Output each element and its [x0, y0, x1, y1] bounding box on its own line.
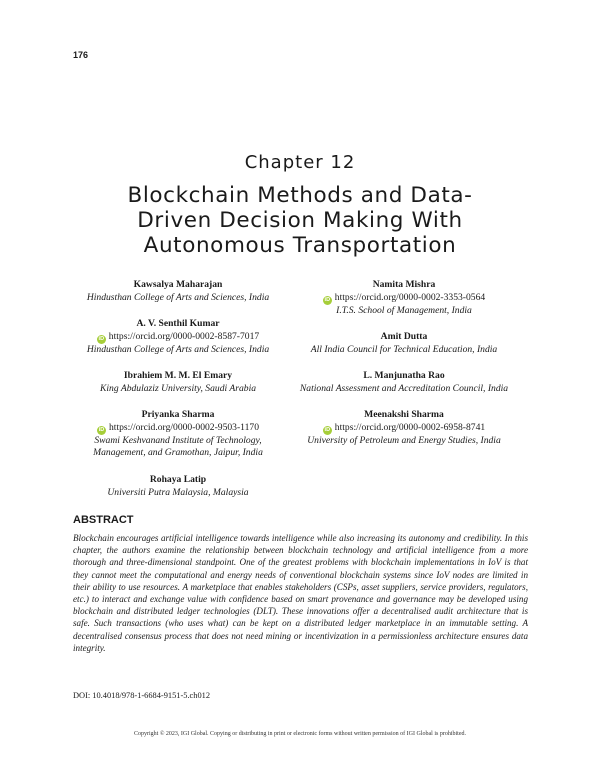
author-name: Priyanka Sharma	[141, 409, 215, 420]
author-orcid[interactable]	[295, 292, 513, 305]
author-block	[60, 409, 296, 460]
orcid-icon: iD	[98, 426, 105, 433]
orcid-link[interactable]: https://orcid.org/0000-0002-8587-7017	[108, 330, 260, 342]
chapter-label: Chapter 12	[244, 152, 356, 173]
title-line: Blockchain Methods and Data-	[127, 183, 473, 208]
author-name: Rohaya Latip	[149, 474, 207, 485]
author-name: Amit Dutta	[380, 331, 428, 342]
author-orcid[interactable]	[295, 422, 513, 435]
author-affiliation: All India Council for Technical Education, India	[310, 343, 498, 355]
orcid-link[interactable]: https://orcid.org/0000-0002-9503-1170	[108, 421, 260, 433]
author-affiliation: Swami Keshvanand Institute of Technology,	[94, 434, 262, 446]
author-name: Ibrahiem M. M. El Emary	[123, 370, 233, 381]
chapter-title	[60, 183, 540, 258]
orcid-link[interactable]: https://orcid.org/0000-0002-6958-8741	[334, 421, 486, 433]
orcid-icon: iD	[324, 426, 331, 433]
author-affiliation: Management, and Gramothan, Jaipur, India	[93, 447, 263, 458]
author-block	[60, 474, 296, 499]
author-name: Meenakshi Sharma	[364, 409, 444, 420]
title-line: Driven Decision Making With	[137, 208, 463, 233]
author-block	[60, 279, 296, 304]
orcid-icon: iD	[98, 335, 105, 342]
author-affiliation: Universiti Putra Malaysia, Malaysia	[107, 486, 249, 498]
author-affiliation: King Abdulaziz University, Saudi Arabia	[99, 382, 257, 394]
author-block	[60, 318, 296, 356]
author-affiliation: Hindusthan College of Arts and Sciences, India	[86, 291, 270, 303]
author-name: Namita Mishra	[372, 279, 436, 290]
author-name: Kawsalya Maharajan	[133, 279, 223, 290]
author-block	[295, 279, 513, 317]
author-name: L. Manjunatha Rao	[363, 370, 445, 381]
orcid-icon: iD	[324, 296, 331, 303]
abstract-heading: ABSTRACT	[73, 514, 134, 526]
author-name: A. V. Senthil Kumar	[136, 318, 220, 329]
author-affiliation: National Assessment and Accreditation Council, India	[299, 382, 509, 394]
author-block	[295, 370, 513, 395]
title-line: Autonomous Transportation	[143, 233, 457, 258]
author-block	[295, 409, 513, 447]
author-orcid[interactable]	[60, 422, 296, 435]
doi: DOI: 10.4018/978-1-6684-9151-5.ch012	[73, 691, 211, 700]
author-orcid[interactable]	[60, 331, 296, 344]
page-number: 176	[73, 50, 89, 60]
author-affiliation: Hindusthan College of Arts and Sciences, India	[86, 343, 270, 355]
author-block	[60, 370, 296, 395]
copyright-footer: Copyright © 2023, IGI Global. Copying or distributing in print or electronic forms without written permission of IGI Global is prohibited.	[133, 731, 466, 737]
author-block	[295, 331, 513, 356]
abstract-body: Blockchain encourages artificial intelligence towards intelligence while also increasing its autonomy and credibility. In this chapter, the authors examine the relationship between blockchain technology and artificial intelligence from a more thorough and three-dimensional standpoint. One of the greatest problems with blockchain implementations in IoV is that they cannot meet the computational and energy needs of conventional blockchain systems since IoV nodes are limited in their ability to use resources. A marketplace that enables stakeholders (CSPs, asset suppliers, service providers, regulators, etc.) to interact and exchange value with confidence based on smart provenance and governance may be developed using blockchain and distributed ledger technologies (DLT). These innovations offer a decentralised audit architecture that is safe. Such transactions (who uses what) can be kept on a distributed ledger marketplace in an immutable setting. A decentralised consensus process that does not need mining or incentivization in a permissionless architecture ensures data integrity.	[73, 533, 528, 653]
orcid-link[interactable]: https://orcid.org/0000-0002-3353-0564	[334, 291, 486, 303]
author-affiliation: University of Petroleum and Energy Studies, India	[307, 434, 501, 446]
author-affiliation: I.T.S. School of Management, India	[336, 304, 472, 316]
